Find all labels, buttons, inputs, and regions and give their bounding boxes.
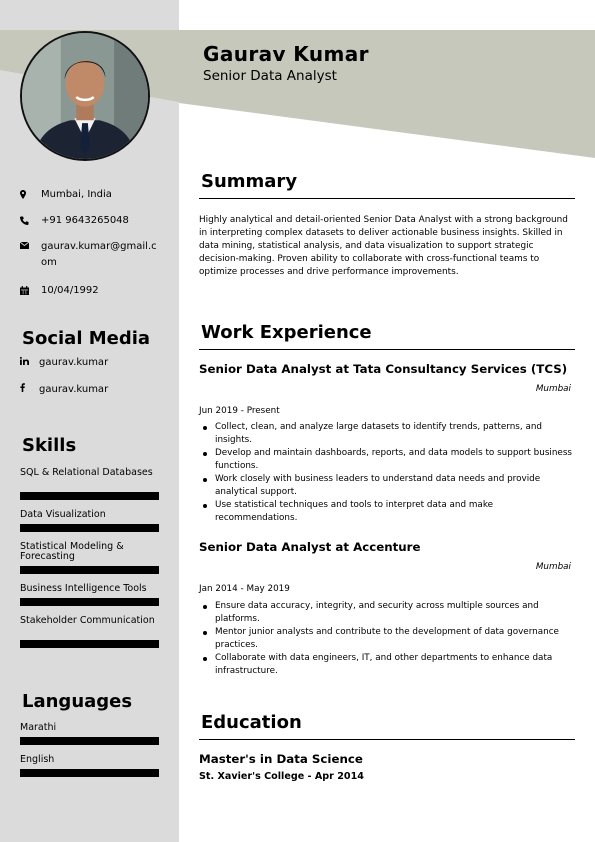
linkedin-icon xyxy=(20,357,39,368)
skill-level-bar xyxy=(20,566,159,574)
skills-heading: Skills xyxy=(22,435,77,456)
language-level-bar xyxy=(20,769,159,777)
social-media-heading: Social Media xyxy=(22,328,151,349)
job-title: Senior Data Analyst at Tata Consultancy Services (TCS) xyxy=(199,362,568,376)
skill-label: Stakeholder Communication xyxy=(20,615,155,626)
list-item: Collaborate with data engineers, IT, and other departments to enhance data infrastructure. xyxy=(199,652,575,678)
education-divider xyxy=(199,739,575,740)
summary-text: Highly analytical and detail-oriented Senior Data Analyst with a strong background in interpreting complex datasets to deliver actionable business insights. Skilled in data mining, statistical analysis, and data visualization to support strategic decision-making. Proven ability to collaborate with cross-functional teams to optimize processes and drive performance improvements. xyxy=(199,215,568,277)
skill-label: Business Intelligence Tools xyxy=(20,583,147,594)
job-dates: Jan 2014 - May 2019 xyxy=(199,584,290,594)
work-experience-divider xyxy=(199,349,575,350)
language-label: Marathi xyxy=(20,722,57,733)
language-item xyxy=(20,755,159,765)
job-location: Mumbai xyxy=(535,384,571,394)
language-level-bar xyxy=(20,737,159,745)
summary-divider xyxy=(199,198,575,199)
skill-label: Statistical Modeling & Forecasting xyxy=(20,541,124,562)
job-title: Senior Data Analyst at Accenture xyxy=(199,540,421,554)
list-item: Work closely with business leaders to understand data needs and provide analytical support. xyxy=(199,473,575,499)
education-heading: Education xyxy=(201,712,302,733)
dob-text: 10/04/1992 xyxy=(41,285,99,296)
email-text[interactable]: gaurav.kumar@gmail.c om xyxy=(41,241,157,268)
language-label: English xyxy=(20,754,55,765)
school-name: St. Xavier's College - Apr 2014 xyxy=(199,771,364,782)
job-bullets xyxy=(199,600,575,678)
list-item: Collect, clean, and analyze large datasets to identify trends, patterns, and insights. xyxy=(199,421,575,447)
linkedin-handle: gaurav.kumar xyxy=(39,357,109,368)
skill-label: Data Visualization xyxy=(20,509,106,520)
job-bullets xyxy=(199,421,575,525)
contact-dob xyxy=(20,285,99,299)
social-facebook[interactable] xyxy=(20,383,108,395)
map-pin-icon xyxy=(20,189,41,199)
skill-label: SQL & Relational Databases xyxy=(20,467,153,478)
skill-item xyxy=(20,616,159,626)
skill-level-bar xyxy=(20,524,159,532)
location-text: Mumbai, India xyxy=(41,189,112,200)
social-linkedin[interactable] xyxy=(20,357,108,368)
list-item: Ensure data accuracy, integrity, and security across multiple sources and platforms. xyxy=(199,600,575,626)
full-name: Gaurav Kumar xyxy=(203,42,369,66)
work-experience-heading: Work Experience xyxy=(201,322,372,343)
phone-text: +91 9643265048 xyxy=(41,215,129,226)
skill-item xyxy=(20,542,159,562)
skill-level-bar xyxy=(20,492,159,500)
summary-heading: Summary xyxy=(201,171,298,192)
facebook-icon xyxy=(20,383,39,395)
contact-phone xyxy=(20,215,129,229)
contact-email[interactable] xyxy=(20,241,157,271)
job-dates: Jun 2019 - Present xyxy=(199,406,280,416)
list-item: Use statistical techniques and tools to interpret data and make recommendations. xyxy=(199,499,575,525)
skill-level-bar xyxy=(20,640,159,648)
calendar-icon xyxy=(20,285,41,295)
avatar xyxy=(20,31,150,161)
languages-heading: Languages xyxy=(22,691,133,712)
phone-icon xyxy=(20,215,41,225)
job-role: Senior Data Analyst xyxy=(203,68,337,84)
degree-title: Master's in Data Science xyxy=(199,752,363,766)
skill-item xyxy=(20,510,159,520)
skill-item xyxy=(20,584,159,594)
list-item: Develop and maintain dashboards, reports, and data models to support business functions. xyxy=(199,447,575,473)
facebook-handle: gaurav.kumar xyxy=(39,383,109,395)
skill-level-bar xyxy=(20,598,159,606)
list-item: Mentor junior analysts and contribute to the development of data governance practices. xyxy=(199,626,575,652)
profile-photo-icon xyxy=(22,33,148,159)
envelope-icon xyxy=(20,241,41,249)
job-location: Mumbai xyxy=(535,562,571,572)
skill-item xyxy=(20,468,159,478)
contact-location xyxy=(20,189,112,203)
language-item xyxy=(20,723,159,733)
